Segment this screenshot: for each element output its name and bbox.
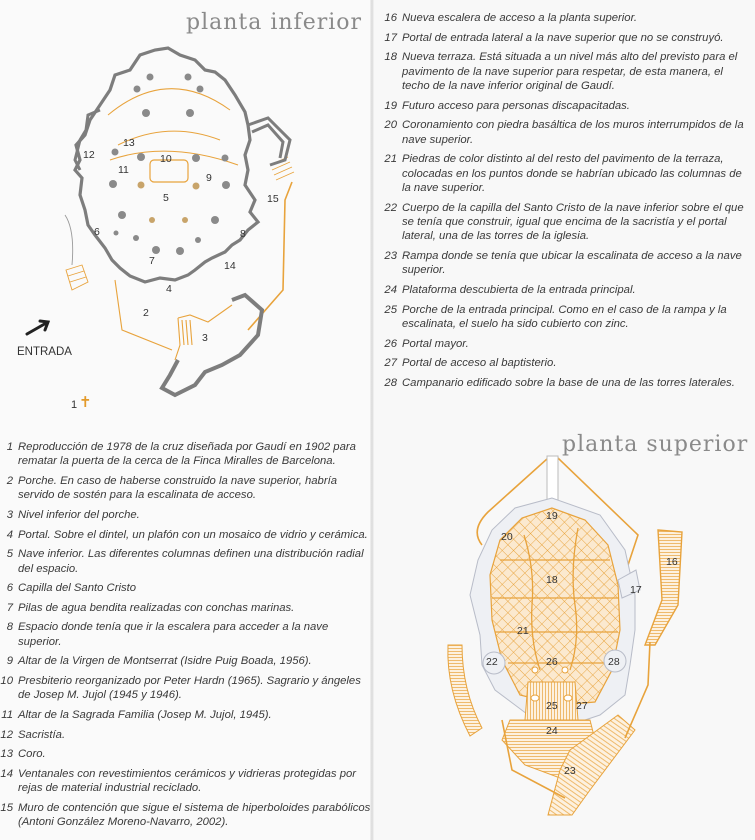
map-label-12: 12 xyxy=(83,149,95,161)
legend-item-number: 7 xyxy=(6,601,13,614)
map-label-2: 2 xyxy=(143,307,149,319)
legend-item-number: 17 xyxy=(384,31,397,44)
legend-item-number: 6 xyxy=(6,582,13,595)
legend-item xyxy=(0,547,372,576)
map-label-16: 16 xyxy=(666,556,678,568)
legend-item xyxy=(380,249,750,278)
legend-item xyxy=(0,528,372,542)
stair-16 xyxy=(645,530,682,645)
legend-item-text: Futuro acceso para personas discapacitadas. xyxy=(402,99,630,112)
map-label-25: 25 xyxy=(546,700,558,712)
map-label-18: 18 xyxy=(546,574,558,586)
legend-item-text: Altar de la Virgen de Montserrat (Isidre Puig Boada, 1956). xyxy=(18,655,312,668)
legend-item-text: Espacio donde tenía que ir la escalera para acceder a la nave superior. xyxy=(18,621,329,648)
legend-item-text: Pilas de agua bendita realizadas con conchas marinas. xyxy=(18,601,295,614)
legend-item-number: 22 xyxy=(384,201,397,214)
outer-wall xyxy=(75,48,258,282)
entrance-label: ENTRADA xyxy=(17,346,72,358)
legend-item xyxy=(380,50,750,93)
legend-item-number: 16 xyxy=(384,12,397,24)
legend-item-number: 14 xyxy=(0,767,13,780)
legend-item xyxy=(0,801,372,830)
map-labels xyxy=(83,137,279,344)
legend-item-text: Ventanales con revestimientos cerámicos y vidrieras protegidas por rejas de material industrial reciclado. xyxy=(18,767,357,795)
porch-wall xyxy=(162,295,262,395)
legend-item-text: Presbiterio reorganizado por Peter Hardn (1965). Sagrario y ángeles de Josep M. Jujol (1945 y 1946). xyxy=(18,674,361,702)
entrance-arrow xyxy=(27,321,48,334)
map-label-9: 9 xyxy=(206,172,212,184)
legend-item xyxy=(0,654,372,668)
legend-item-number: 21 xyxy=(384,153,397,166)
map-label-20: 20 xyxy=(501,531,513,543)
legend-item xyxy=(0,708,372,722)
legend-item-number: 2 xyxy=(6,475,13,487)
legend-item-number: 9 xyxy=(6,655,13,668)
legend-item xyxy=(380,118,750,147)
legend-item-text: Coro. xyxy=(18,748,46,761)
legend-item xyxy=(380,283,750,297)
legend-item-number: 8 xyxy=(6,621,13,634)
legend-item-text: Rampa donde se tenía que ubicar la escalinata de acceso a la nave superior. xyxy=(402,250,742,277)
map-label-15: 15 xyxy=(267,193,279,205)
porch-outline xyxy=(115,280,232,360)
legend-item-text: Nave inferior. Las diferentes columnas definen una distribución radial del espacio. xyxy=(18,548,364,575)
map-label-5: 5 xyxy=(163,192,169,204)
legend-item xyxy=(0,508,372,522)
legend-item xyxy=(0,601,372,615)
legend-item-number: 26 xyxy=(384,337,397,350)
legend-item-text: Piedras de color distinto al del resto del pavimento de la terraza, colocadas en los puntos donde se habrían ubicado las columnas de la nave superior. xyxy=(402,153,742,194)
legend-item-number: 1 xyxy=(6,441,13,453)
legend-item-number: 13 xyxy=(0,748,13,761)
legend-item xyxy=(380,303,750,332)
map-label-21: 21 xyxy=(517,625,529,637)
legend-item-text: Campanario edificado sobre la base de una de las torres laterales. xyxy=(402,376,735,389)
legend-item xyxy=(380,11,750,25)
legend-item-number: 18 xyxy=(384,51,397,64)
legend-item-number: 20 xyxy=(384,119,397,132)
legend-item-text: Reproducción de 1978 de la cruz diseñada por Gaudí en 1902 para rematar la puerta de la cerca de la Finca Miralles de Barcelona. xyxy=(18,441,356,468)
map-label-14: 14 xyxy=(224,260,236,272)
legend-item xyxy=(380,376,750,390)
map-label-17: 17 xyxy=(630,584,642,596)
map-label-23: 23 xyxy=(564,765,576,777)
legend-item-number: 3 xyxy=(6,509,13,521)
outbuilding xyxy=(65,215,88,290)
legend-item xyxy=(380,356,750,370)
map-label-4: 4 xyxy=(166,283,172,295)
map-label-6: 6 xyxy=(94,226,100,238)
legend-item-text: Cuerpo de la capilla del Santo Cristo de la nave inferior sobre el que se tenía que construir, igual que encima de la sacristía y el portal lateral, una de las torres de la iglesia. xyxy=(402,201,744,243)
planta-superior-title: planta superior xyxy=(562,432,749,457)
legend-item-text: Nivel inferior del porche. xyxy=(18,509,140,521)
legend-item-text: Muro de contención que sigue el sistema de hiperboloides parabólicos (Antoni González Moreno-Navarro, 2002). xyxy=(18,801,371,829)
legend-item-number: 15 xyxy=(0,801,13,814)
legend-item-number: 23 xyxy=(384,250,397,262)
legend-item-text: Porche. En caso de haberse construido la nave superior, habría servido de sostén para la escalinata de acceso. xyxy=(18,475,338,502)
legend-item-text: Plataforma descubierta de la entrada principal. xyxy=(402,284,636,296)
legend-item-text: Portal de acceso al baptisterio. xyxy=(402,357,557,370)
legend-item-text: Nueva terraza. Está situada a un nivel más alto del previsto para el pavimento de la nave superior para respetar, de esta manera, el techo de la nave inferior original de Gaudí. xyxy=(402,51,738,92)
side-portal-wall xyxy=(248,118,290,165)
map-label-11: 11 xyxy=(118,164,129,176)
planta-inferior-title: planta inferior xyxy=(186,10,363,35)
legend-item-number: 24 xyxy=(384,284,397,296)
map-label-3: 3 xyxy=(202,332,208,344)
legend-item-text: Porche de la entrada principal. Como en el caso de la rampa y la escalinata, el suelo ha sido cubierto con zinc. xyxy=(402,303,727,330)
legend-item xyxy=(380,152,750,195)
legend-item xyxy=(0,674,372,703)
map-label-7: 7 xyxy=(149,255,155,267)
accessible-ramp xyxy=(547,456,558,504)
legend-item-text: Portal mayor. xyxy=(402,337,469,350)
legend-item-text: Nueva escalera de acceso a la planta superior. xyxy=(402,12,638,24)
legend-item xyxy=(380,31,750,45)
legend-item-text: Portal de entrada lateral a la nave superior que no se construyó. xyxy=(402,31,724,44)
legend-item xyxy=(0,728,372,742)
cross-marker-number: 1 xyxy=(71,399,78,411)
legend-item xyxy=(380,99,750,113)
map-label-22: 22 xyxy=(486,656,498,668)
legend-planta-inferior xyxy=(0,440,372,835)
legend-planta-superior xyxy=(380,11,750,395)
planta-superior-floor-plan xyxy=(440,420,755,840)
legend-item xyxy=(0,620,372,649)
legend-item-number: 28 xyxy=(384,376,397,389)
legend-item-number: 4 xyxy=(6,528,13,541)
map-label-10: 10 xyxy=(160,153,172,165)
legend-item-text: Altar de la Sagrada Familia (Josep M. Jujol, 1945). xyxy=(18,708,272,721)
legend-item-text: Capilla del Santo Cristo xyxy=(18,582,137,595)
legend-item xyxy=(380,337,750,351)
legend-item-number: 10 xyxy=(0,674,13,687)
map-label-26: 26 xyxy=(546,656,558,668)
legend-item-number: 11 xyxy=(1,708,13,721)
curved-ramp xyxy=(448,645,482,736)
legend-item-number: 27 xyxy=(384,357,397,370)
legend-item xyxy=(0,440,372,469)
legend-item-text: Coronamiento con piedra basáltica de los muros interrumpidos de la nave superior. xyxy=(402,119,744,146)
legend-item xyxy=(380,201,750,244)
map-label-24: 24 xyxy=(546,725,558,737)
map-label-28: 28 xyxy=(608,656,620,668)
inner-arcs xyxy=(108,89,238,165)
legend-item xyxy=(0,474,372,503)
legend-item-text: Sacristía. xyxy=(18,728,66,741)
legend-item-number: 25 xyxy=(384,303,397,316)
map-label-19: 19 xyxy=(546,510,558,522)
legend-item-text: Portal. Sobre el dintel, un plafón con un mosaico de vidrio y cerámica. xyxy=(18,528,368,541)
legend-item xyxy=(0,747,372,761)
legend-item-number: 19 xyxy=(384,99,397,112)
map-label-13: 13 xyxy=(123,137,135,149)
legend-item-number: 12 xyxy=(0,728,13,741)
cross-icon: ✝ xyxy=(79,393,92,411)
legend-item xyxy=(0,767,372,796)
legend-item-number: 5 xyxy=(6,548,13,561)
map-label-8: 8 xyxy=(240,228,246,240)
map-label-27: 27 xyxy=(576,700,588,712)
legend-item xyxy=(0,581,372,595)
